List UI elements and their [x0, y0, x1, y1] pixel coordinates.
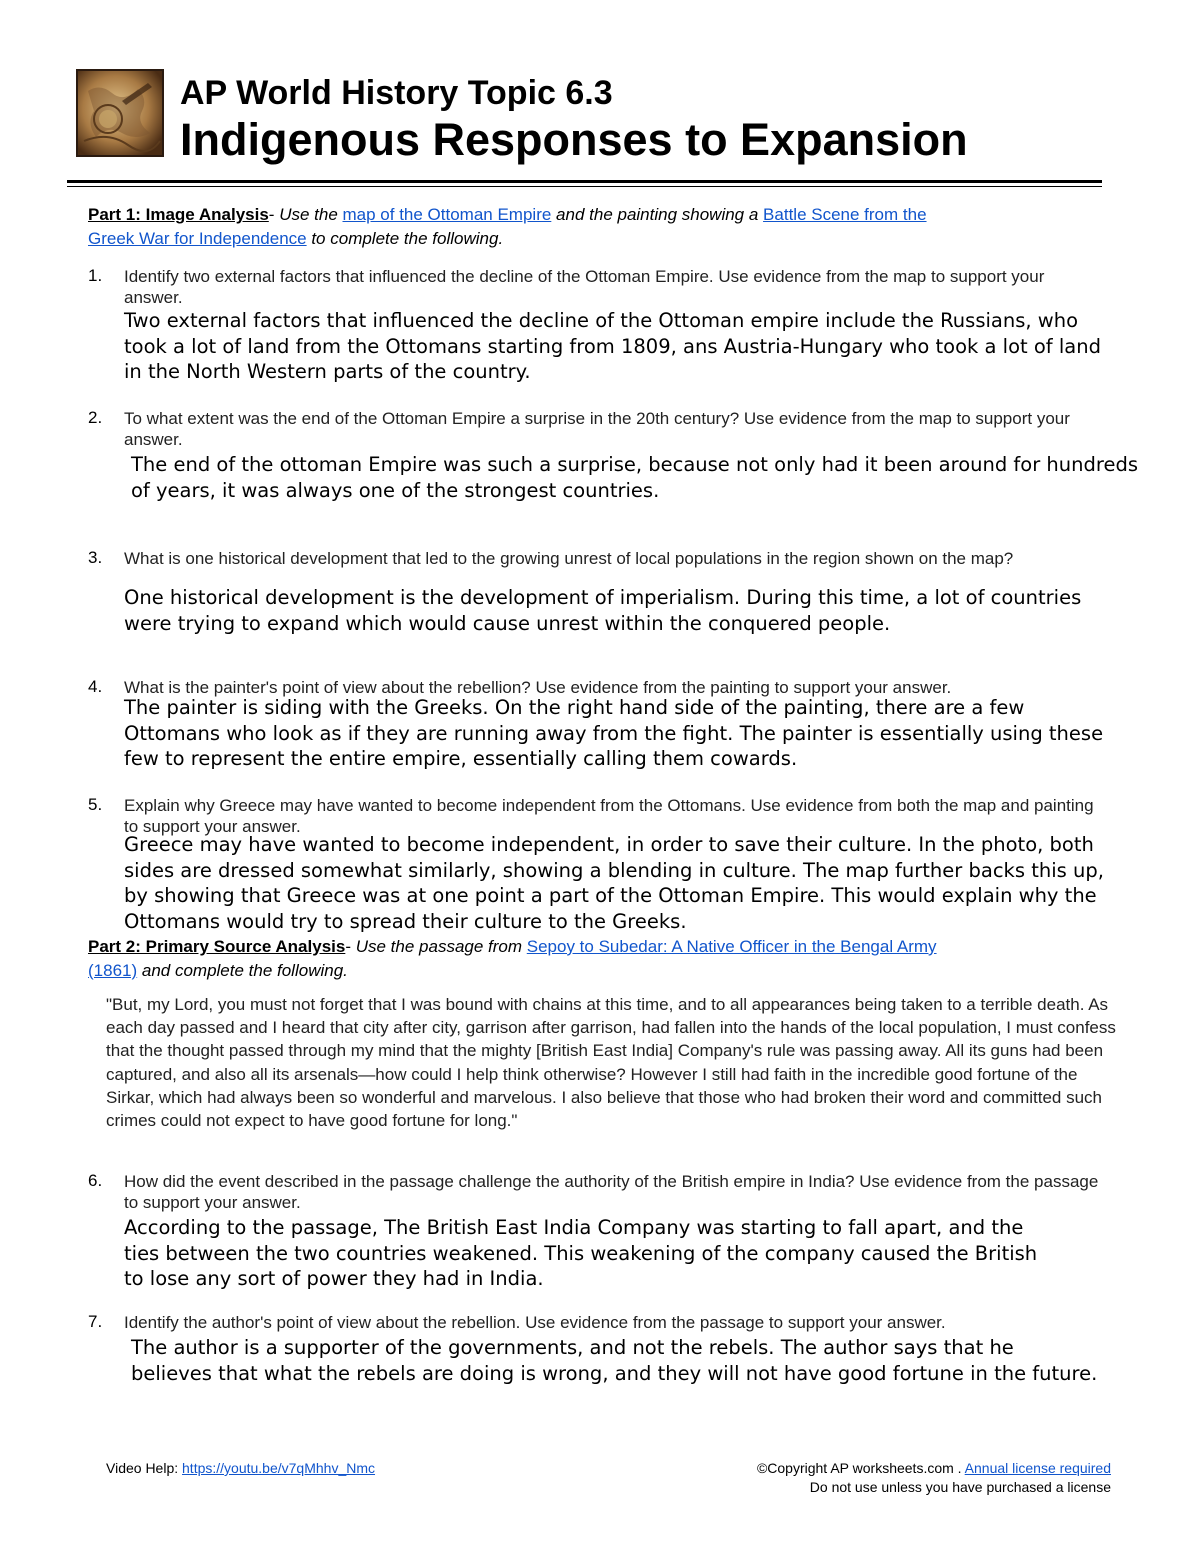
source-link[interactable]: Sepoy to Subedar: A Native Officer in the Bengal Army (1861) — [88, 937, 937, 980]
video-help-link[interactable]: https://youtu.be/v7qMhhv_Nmc — [182, 1460, 376, 1476]
question-text: What is the painter's point of view about the rebellion? Use evidence from the painting to support your answer. — [124, 678, 952, 697]
license-notice: Do not use unless you have purchased a license — [809, 1479, 1111, 1495]
question-number: 2. — [88, 408, 103, 427]
license-link[interactable]: Annual license required — [964, 1460, 1111, 1476]
answer-text: The author is a supporter of the governments, and not the rebels. The author says that he believes that what the rebels are doing is wrong, and they will not have good fortune in the future. — [131, 1336, 1098, 1385]
question-number: 1. — [88, 266, 103, 285]
question-number: 6. — [88, 1171, 103, 1190]
question-text: Identify the author's point of view about the rebellion. Use evidence from the passage to support your answer. — [124, 1313, 946, 1332]
question-number: 3. — [88, 548, 103, 567]
question-number: 4. — [88, 677, 103, 696]
video-help: Video Help: https://youtu.be/v7qMhhv_Nmc — [106, 1460, 376, 1476]
answer-text: Greece may have wanted to become independent, in order to save their culture. In the photo, both sides are dressed somewhat similarly, showing a blending in culture. The map further backs this up, by showing that Greece was at one point a part of the Ottoman Empire. This would explain why the Ottomans would try to spread their culture to the Greeks. — [124, 833, 1104, 933]
answer-text: According to the passage, The British East India Company was starting to fall apart, and the ties between the two countries weakened. This weakening of the company caused the British to lose any sort of power they had in India. — [124, 1216, 1038, 1290]
answer-text: Two external factors that influenced the decline of the Ottoman empire include the Russians, who took a lot of land from the Ottomans starting from 1809, ans Austria-Hungary who took a lot of land in the North Western parts of the country. — [124, 309, 1101, 383]
copyright-line: ©Copyright AP worksheets.com . Annual license required — [756, 1460, 1111, 1476]
question-number: 5. — [88, 795, 103, 814]
question-text: Identify two external factors that influenced the decline of the Ottoman Empire. Use evidence from the map to support your answer. — [124, 267, 1045, 307]
question-text: How did the event described in the passage challenge the authority of the British empire in India? Use evidence from the passage to support your answer. — [124, 1172, 1099, 1212]
header-rule — [67, 180, 1102, 183]
question-text: What is one historical development that led to the growing unrest of local populations in the region shown on the map? — [124, 549, 1014, 568]
primary-source-passage: "But, my Lord, you must not forget that I was bound with chains at this time, and to all appearances being taken to a terrible death. As each day passed and I heard that city after city, garrison after garrison, had fallen into the hands of the local population, I must confess that the thought passed through my mind that the mighty [British East India] Company's rule was passing away. All its guns had been captured, and also all its arsenals—how could I help think otherwise? However I still had faith in the incredible good fortune of the Sirkar, which had always been so wonderful and marvelous. I also believe that those who had broken their word and committed such crimes could not expect to have good fortune for long." — [106, 995, 1116, 1131]
map-logo-image — [76, 69, 164, 157]
question-text: Explain why Greece may have wanted to become independent from the Ottomans. Use evidence from both the map and painting to support your answer. — [124, 796, 1094, 836]
part2-instructions: Part 2: Primary Source Analysis- Use the passage from Sepoy to Subedar: A Native Officer in the Bengal Army (1861) and complete the following. — [88, 937, 937, 980]
part1-instructions: Part 1: Image Analysis- Use the map of the Ottoman Empire and the painting showing a Battle Scene from the Greek War for Independence to complete the following. — [88, 205, 927, 248]
answer-text: The painter is siding with the Greeks. On the right hand side of the painting, there are a few Ottomans who look as if they are running away from the fight. The painter is essentially using these few to represent the entire empire, essentially calling them cowards. — [124, 696, 1104, 770]
topic-heading: AP World History Topic 6.3 — [180, 74, 613, 112]
header-rule-thin — [67, 186, 1102, 187]
map-link[interactable]: map of the Ottoman Empire — [342, 205, 552, 224]
answer-text: One historical development is the development of imperialism. During this time, a lot of countries were trying to expand which would cause unrest within the conquered people. — [124, 586, 1082, 635]
answer-text: The end of the ottoman Empire was such a surprise, because not only had it been around for hundreds of years, it was always one of the strongest countries. — [131, 453, 1139, 502]
part2-label: Part 2: Primary Source Analysis — [88, 937, 346, 956]
part1-label: Part 1: Image Analysis — [88, 205, 269, 224]
page-title: Indigenous Responses to Expansion — [180, 114, 968, 165]
painting-link[interactable]: Battle Scene from the Greek War for Independence — [88, 205, 927, 248]
question-number: 7. — [88, 1312, 103, 1331]
question-text: To what extent was the end of the Ottoman Empire a surprise in the 20th century? Use evidence from the map to support your answer. — [124, 409, 1070, 449]
